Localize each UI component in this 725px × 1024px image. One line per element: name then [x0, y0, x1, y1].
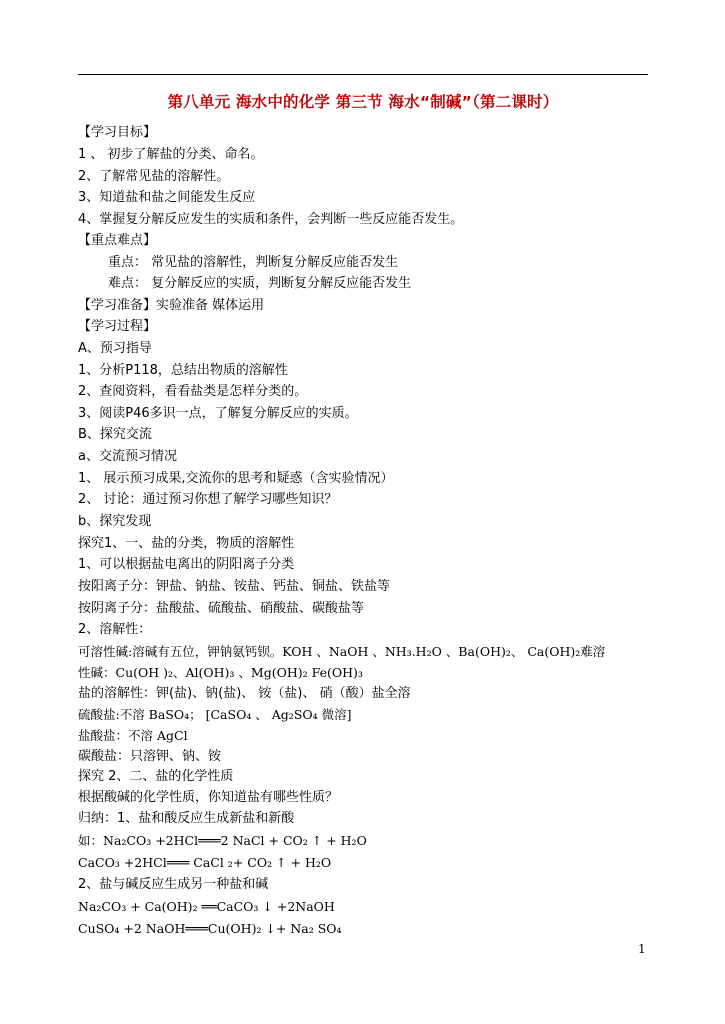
- text-line: A、预习指导: [78, 341, 152, 356]
- text-line: 碳酸盐：只溶钾、钠、铵: [78, 749, 222, 764]
- page-title: 第八单元 海水中的化学 第三节 海水“制碱”（第二课时）: [167, 93, 559, 111]
- text-line: 2、查阅资料，看看盐类是怎样分类的。: [78, 384, 308, 399]
- text-line: 【学习目标】: [78, 125, 157, 140]
- text-line: 硫酸盐:不溶 BaSO₄； [CaSO₄ 、 Ag₂SO₄ 微溶]: [78, 707, 352, 722]
- text-line: 归纳：1、盐和酸反应生成新盐和新酸: [78, 811, 295, 826]
- text-line: a、交流预习情况: [78, 449, 177, 464]
- text-line: 探究1、一、盐的分类，物质的溶解性: [78, 536, 295, 551]
- text-line: 性碱：Cu(OH )₂、Al(OH)₃ 、Mg(OH)₂ Fe(OH)₃: [78, 665, 363, 680]
- equation-line: CaCO₃ +2HCl═══ CaCl ₂+ CO₂ ↑ + H₂O: [78, 855, 332, 870]
- text-line: b、探究发现: [78, 514, 152, 529]
- text-line: 3、阅读P46多识一点，了解复分解反应的实质。: [78, 406, 358, 421]
- text-line: 2、盐与碱反应生成另一种盐和碱: [78, 877, 269, 892]
- text-line: B、探究交流: [78, 427, 152, 442]
- text-line: 4、掌握复分解反应发生的实质和条件，会判断一些反应能否发生。: [78, 212, 464, 227]
- text-line: 根据酸碱的化学性质，你知道盐有哪些性质？: [78, 790, 339, 805]
- text-line: 难点： 复分解反应的实质，判断复分解反应能否发生: [108, 276, 412, 291]
- equation-line: Na₂CO₃ + Ca(OH)₂ ══CaCO₃ ↓ +2NaOH: [78, 899, 335, 914]
- text-line: 1、可以根据盐电离出的阴阳离子分类: [78, 557, 295, 572]
- text-line: 盐酸盐：不溶 AgCl: [78, 728, 188, 743]
- equation-line: CuSO₄ +2 NaOH═══Cu(OH)₂ ↓+ Na₂ SO₄: [78, 921, 342, 936]
- text-line: 【学习准备】实验准备 媒体运用: [78, 298, 265, 313]
- text-line: 2、溶解性：: [78, 622, 152, 637]
- text-line: 1、分析P118，总结出物质的溶解性: [78, 363, 288, 378]
- text-line: 按阴离子分：盐酸盐、硫酸盐、硝酸盐、碳酸盐等: [78, 601, 365, 616]
- equation-line: 如：Na₂CO₃ +2HCl═══2 NaCl + CO₂ ↑ + H₂O: [78, 833, 367, 848]
- page-number: 1: [638, 942, 646, 956]
- text-line: 2、 讨论：通过预习你想了解学习哪些知识？: [78, 492, 338, 507]
- text-line: 1 、 初步了解盐的分类、命名。: [78, 147, 264, 162]
- text-line: 2、了解常见盐的溶解性。: [78, 169, 230, 184]
- text-line: 重点： 常见盐的溶解性，判断复分解反应能否发生: [108, 255, 399, 270]
- header-rule: [78, 74, 648, 75]
- text-line: 可溶性碱:溶碱有五位，钾钠氨钙钡。KOH 、NaOH 、NH₃.H₂O 、Ba(OH)₂、 Ca(OH)₂难溶: [78, 644, 606, 659]
- text-line: 1、 展示预习成果,交流你的思考和疑惑（含实验情况）: [78, 471, 394, 486]
- text-line: 盐的溶解性：钾(盐)、钠(盐)、 铵（盐)、 硝（酸）盐全溶: [78, 686, 411, 701]
- text-line: 【学习过程】: [78, 319, 157, 334]
- text-line: 3、知道盐和盐之间能发生反应: [78, 190, 256, 205]
- text-line: 按阳离子分：钾盐、钠盐、铵盐、钙盐、铜盐、铁盐等: [78, 579, 391, 594]
- text-line: 【重点难点】: [78, 233, 157, 248]
- text-line: 探究 2、二、盐的化学性质: [78, 769, 234, 784]
